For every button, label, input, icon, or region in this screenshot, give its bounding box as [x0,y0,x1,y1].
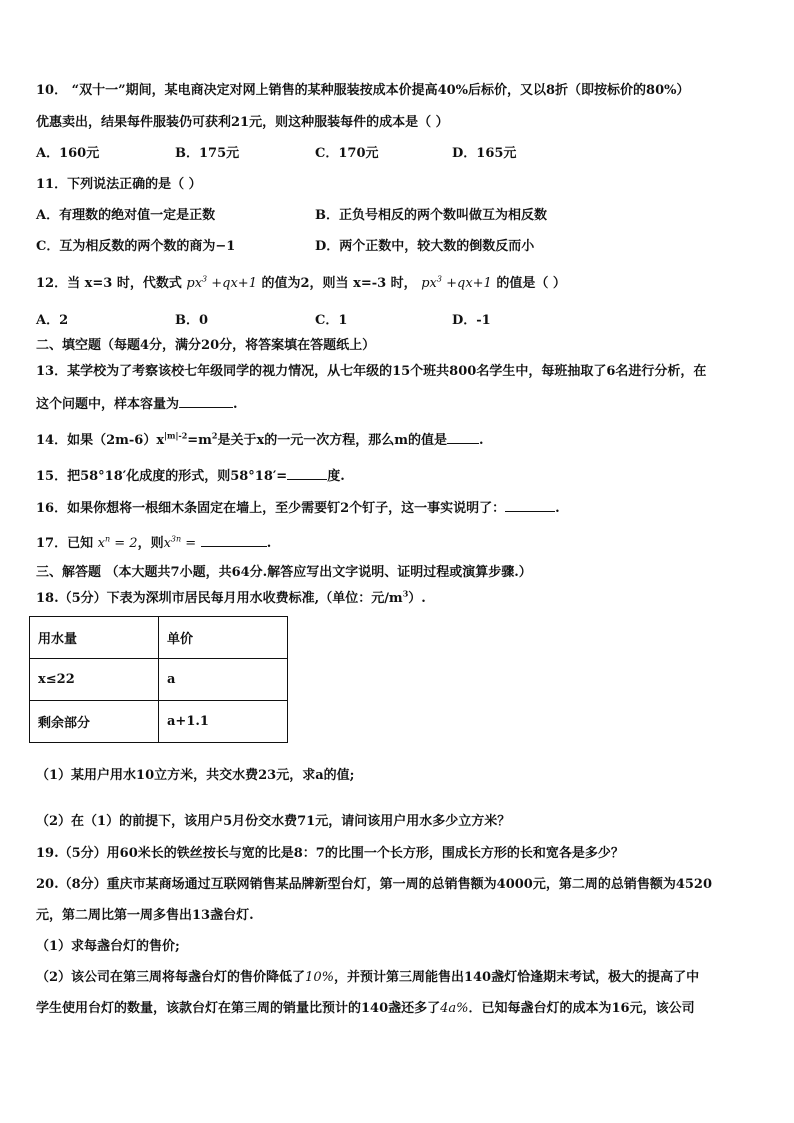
table-cell: 用水量 [30,617,159,659]
section-3-heading: 三、解答题 （本大题共7小题，共64分.解答应写出文字说明、证明过程或演算步骤.） [36,565,532,580]
table-row [30,701,288,743]
table-cell: 剩余部分 [30,701,159,743]
q20-line5: 学生使用台灯的数量，该款台灯在第三周的销量比预计的140盏还多了4a%．已知每盏台灯的成本为16元，该公司 [36,1001,695,1016]
table-row [30,617,288,659]
q17-answer-blank[interactable] [201,534,267,547]
q20-line2: 元，第二周比第一周多售出13盏台灯. [36,908,254,923]
q17-expr-1: $x^n = 2$ [97,534,138,551]
q12-post: 的值是（ ） [496,276,566,291]
q18-sub1: （1）某用户用水10立方米，共交水费23元，求a的值; [36,768,355,783]
q13-answer-blank[interactable] [179,395,233,408]
q11-option-c: C．互为相反数的两个数的商为−1 [36,239,236,254]
q10-option-a: A．160元 [36,146,100,161]
q17-expr-2: $x^{3n}$ = [163,534,197,551]
q10-option-d: D．165元 [452,146,517,161]
q14-answer-blank[interactable] [447,431,479,444]
q12-stem [36,275,566,293]
q12-mid: 的值为2，则当 x=-3 时， [261,276,417,291]
q20-line1: 20.（8分）重庆市某商场通过互联网销售某品牌新型台灯，第一周的总销售额为4000元，第二周的总销售额为4520 [36,877,713,892]
q13-line1: 13．某学校为了考察该校七年级同学的视力情况，从七年级的15个班共800名学生中，每班抽取了6名进行分析，在 [36,364,707,379]
q18-stem: 18.（5分）下表为深圳市居民每月用水收费标准,（单位：元$/m^3$）. [36,588,426,606]
table-cell: x≤22 [30,659,159,701]
q20-sub1: （1）求每盏台灯的售价; [36,939,180,954]
q12-expr-2: $px^3 +qx+1$ [421,274,492,291]
q10-line2: 优惠卖出，结果每件服装仍可获利21元，则这种服装每件的成本是（ ） [36,115,449,130]
q11-option-a: A．有理数的绝对值一定是正数 [36,208,216,223]
q12-option-a: A．2 [36,313,69,328]
q15-answer-blank[interactable] [287,467,327,480]
table-row [30,659,288,701]
q12-option-c: C．1 [315,313,348,328]
q14-stem: 14．如果$(2m-6)x^{|m|-2}=m^2$是关于x的一元一次方程，那么m的值是 . [36,430,484,448]
q12-expr-1: $px^3 +qx+1$ [186,274,257,291]
section-2-heading: 二、填空题（每题4分，满分20分，将答案填在答题纸上） [36,338,376,353]
q16-answer-blank[interactable] [505,499,555,512]
q16-stem: 16．如果你想将一根细木条固定在墙上，至少需要钉2个钉子，这一事实说明了： . [36,501,560,516]
q18-price-table [29,616,288,743]
table-cell: a+1.1 [159,701,288,743]
q10-line1: 10． “双十一”期间，某电商决定对网上销售的某种服装按成本价提高40%后标价，又以8折（即按标价的80%） [36,83,690,98]
q11-option-b: B．正负号相反的两个数叫做互为相反数 [315,208,547,223]
q11-option-d: D．两个正数中，较大数的倒数反而小 [315,239,535,254]
table-cell: 单价 [159,617,288,659]
q19-stem: 19.（5分）用60米长的铁丝按长与宽的比是8：7的比围一个长方形，围成长方形的长和宽各是多少？ [36,846,624,861]
q12-option-b: B．0 [175,313,209,328]
q12-pre: 12．当 x=3 时，代数式 [36,276,182,291]
q12-option-d: D．-1 [452,313,491,328]
q15-stem: 15．把58°18′化成度的形式，则58°18′= 度. [36,469,345,484]
table-cell: a [159,659,288,701]
q13-line2: 这个问题中，样本容量为 . [36,397,238,412]
q18-sub2: （2）在（1）的前提下，该用户5月份交水费71元，请问该用户用水多少立方米？ [36,814,511,829]
q10-option-b: B．175元 [175,146,240,161]
q20-sub2: （2）该公司在第三周将每盏台灯的售价降低了10%，并预计第三周能售出140盏灯恰逢期末考试，极大的提高了中 [36,970,700,985]
q17-stem: 17．已知 $x^n = 2$，则$x^{3n}$ = . [36,534,272,551]
q10-option-c: C．170元 [315,146,379,161]
q11-stem: 11．下列说法正确的是（ ） [36,177,202,192]
